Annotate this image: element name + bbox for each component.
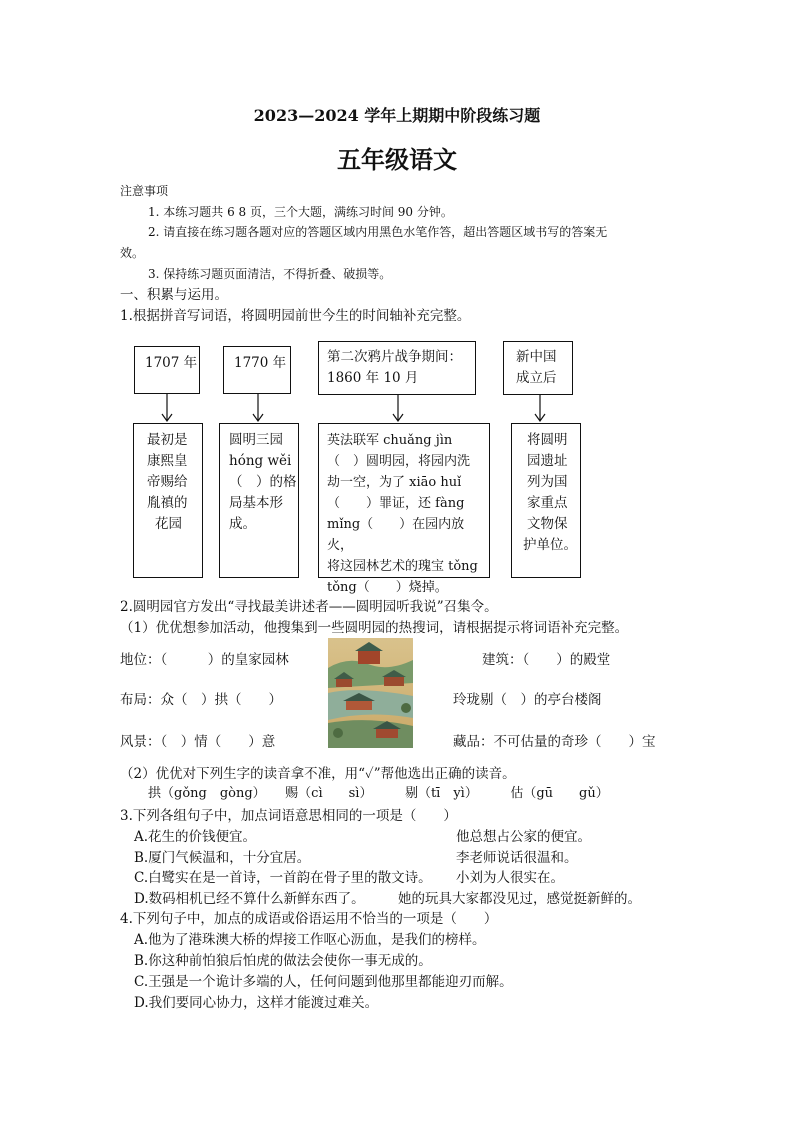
q3-option-d-left: D.数码相机已经不算什么新鲜东西了。 [134,891,365,907]
notice-item-2: 2. 请直接在练习题各题对应的答题区域内用黑色水笔作答，超出答题区域书写的答案无 [148,225,608,239]
q3-option-b-left: B.厦门气候温和，十分宜居。 [134,850,311,866]
question-2-stem: 2.圆明园官方发出“寻找最美讲述者——圆明园听我说”召集令。 [120,599,498,615]
timeline-event-1770: 圆明三园 hóng wěi （ ）的格 局基本形 成。 [219,423,299,578]
hot-word-collection: 藏品：不可估量的奇珍（ ）宝 [453,734,656,750]
question-1: 1.根据拼音写词语，将圆明园前世今生的时间轴补充完整。 [120,308,471,324]
q4-option-a: A.他为了港珠澳大桥的焊接工作呕心沥血，是我们的榜样。 [134,932,486,948]
q3-option-d-right: 她的玩具大家都没见过，感觉挺新鲜的。 [398,891,641,907]
q3-option-b-right: 李老师说话很温和。 [456,850,578,866]
q4-option-c: C.王强是一个诡计多端的人，任何问题到他那里都能迎刃而解。 [134,974,513,990]
exam-title: 2023—2024 学年上期期中阶段练习题 [253,106,541,125]
notice-heading: 注意事项 [120,184,169,198]
timeline-date-new-china: 新中国 成立后 [503,341,573,395]
timeline-event-new-china: 将圆明 园遗址 列为国 家重点 文物保 护单位。 [511,423,581,578]
timeline-date-1860: 第二次鸦片战争期间： 1860 年 10 月 [318,341,476,395]
notice-item-2-cont: 效。 [120,246,145,260]
timeline-date-1707: 1707 年 [134,346,200,394]
hot-word-pavilion: 玲珑剔（ ）的亭台楼阁 [453,692,602,708]
question-2-part2: （2）优优对下列生字的读音拿不准，用“✓”帮他选出正确的读音。 [120,766,516,782]
notice-item-1: 1. 本练习题共 6 8 页，三个大题，满练习时间 90 分钟。 [148,205,453,219]
question-3-stem: 3.下列各组句子中，加点词语意思相同的一项是（ ） [120,808,457,824]
hot-word-status: 地位：（ ）的皇家园林 [120,652,289,668]
q3-option-a-left: A.花生的价钱便宜。 [134,829,257,845]
q3-option-c-right: 小刘为人很实在。 [456,870,564,886]
hot-word-building: 建筑：（ ）的殿堂 [482,652,611,668]
timeline-event-1707: 最初是 康熙皇 帝赐给 胤禛的 花园 [133,423,203,578]
q4-option-d: D.我们要同心协力，这样才能渡过难关。 [134,995,379,1011]
yuanmingyuan-painting-image [328,638,413,748]
question-4-stem: 4.下列句子中，加点的成语或俗语运用不恰当的一项是（ ） [120,911,498,927]
notice-item-3: 3. 保持练习题页面清洁，不得折叠、破损等。 [148,267,392,281]
section-heading: 一、积累与运用。 [120,287,228,303]
question-2-part1: （1）优优想参加活动，他搜集到一些圆明园的热搜词，请根据提示将词语补充完整。 [120,620,629,636]
q4-option-b: B.你这种前怕狼后怕虎的做法会使你一事无成的。 [134,953,432,969]
timeline-date-1770: 1770 年 [223,346,291,394]
subject-title: 五年级语文 [337,145,457,174]
hot-word-layout: 布局：众（ ）拱（ ） [120,692,282,708]
timeline-event-1860: 英法联军 chuǎng jìn （ ）圆明园，将园内洗 劫一空，为了 xiāo huǐ （ ）罪证，还 fàng mǐng（ ）在园内放火， 将这园林艺术的瑰宝 tǒng tǒng（ ）烧掉。 [318,423,490,578]
pinyin-choices: 拱（gǒng gòng） 赐（cì sì） 剔（tī yì） 估（gū gǔ） [148,786,609,801]
hot-word-scenery: 风景：（ ）情（ ）意 [120,734,276,750]
q3-option-c-left: C.白鹭实在是一首诗，一首韵在骨子里的散文诗。 [134,870,432,886]
q3-option-a-right: 他总想占公家的便宜。 [456,829,591,845]
